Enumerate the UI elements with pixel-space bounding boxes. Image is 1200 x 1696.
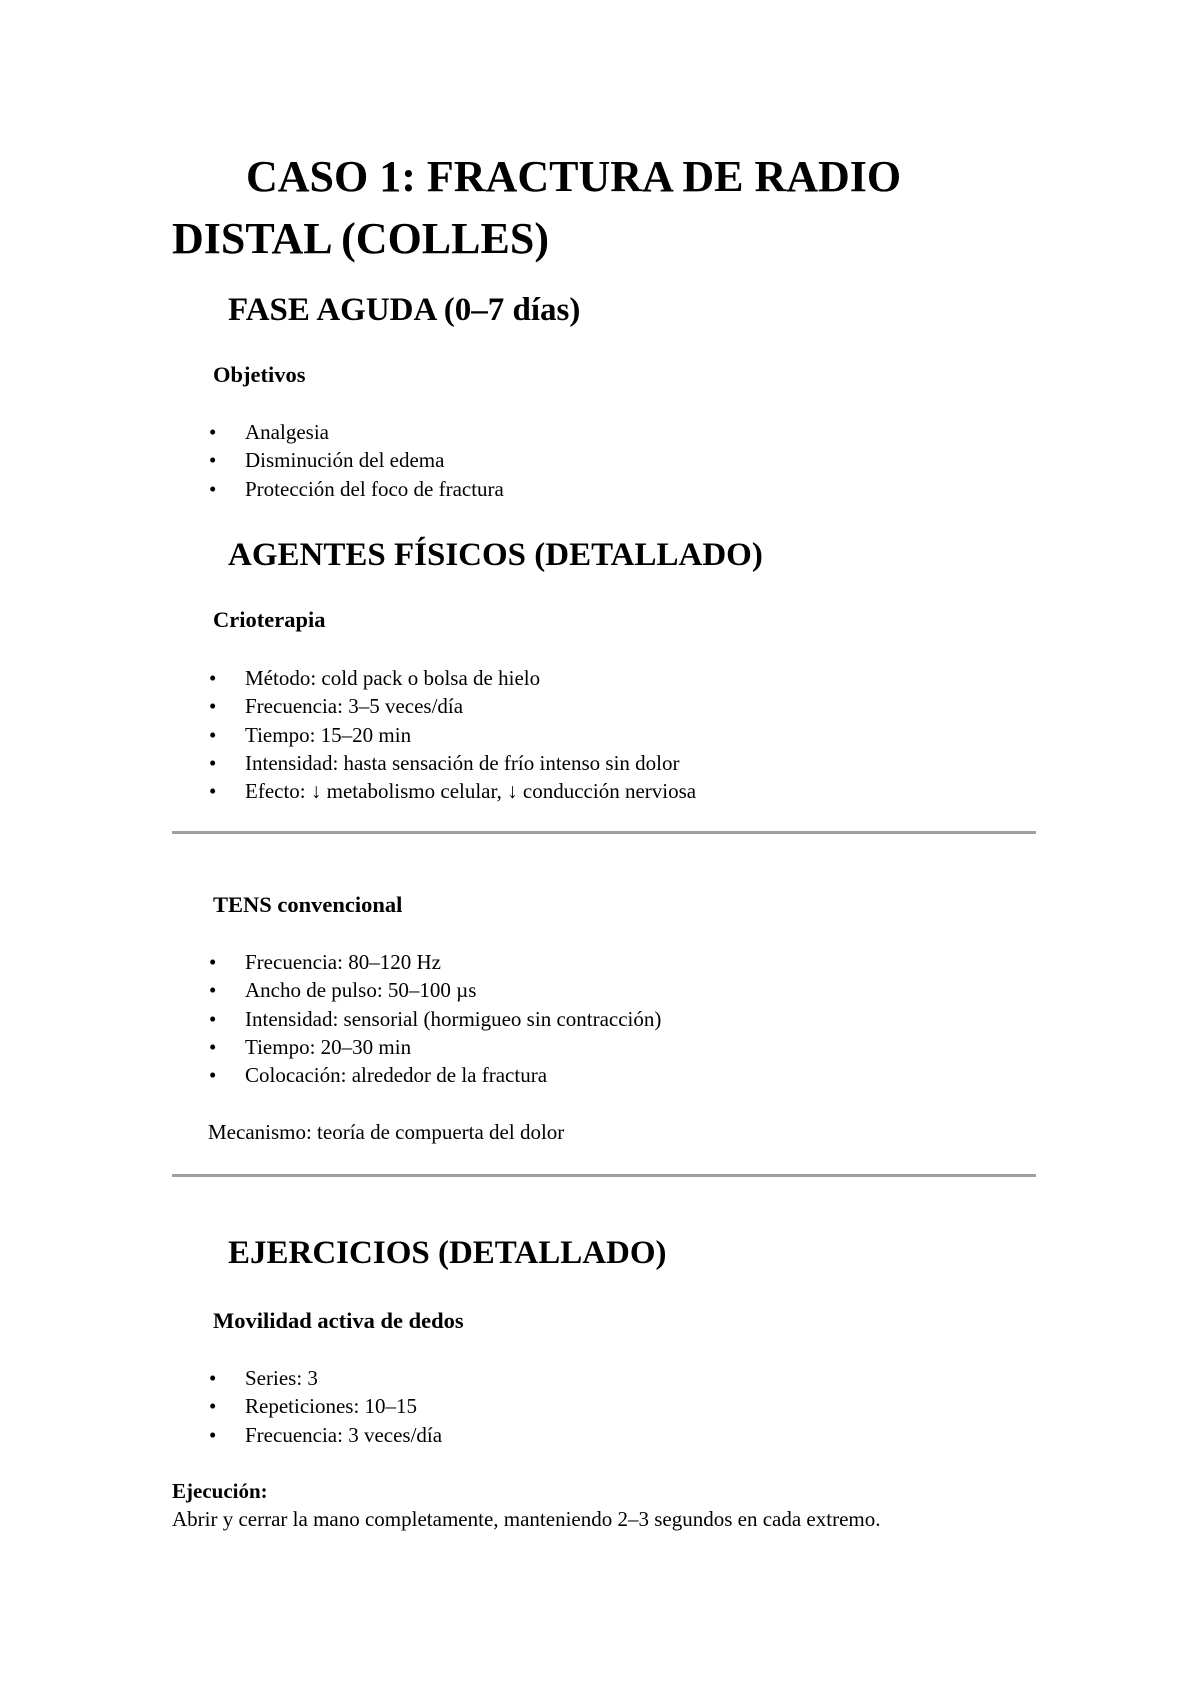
list-item: • Repeticiones: 10–15 xyxy=(206,1392,442,1420)
document-title: CASO 1: FRACTURA DE RADIO DISTAL (COLLES) xyxy=(172,152,902,263)
objetivos-list xyxy=(206,418,504,503)
heading-ejercicios: EJERCICIOS (DETALLADO) xyxy=(228,1235,667,1271)
list-item: • Ancho de pulso: 50–100 µs xyxy=(206,976,661,1004)
crioterapia-list xyxy=(206,664,696,805)
list-item: • Frecuencia: 80–120 Hz xyxy=(206,948,661,976)
heading-tens: TENS convencional xyxy=(213,892,403,917)
list-item: • Intensidad: sensorial (hormigueo sin contracción) xyxy=(206,1005,661,1033)
list-item: • Tiempo: 20–30 min xyxy=(206,1033,661,1061)
heading-crioterapia: Crioterapia xyxy=(213,607,326,632)
list-item: • Método: cold pack o bolsa de hielo xyxy=(206,664,696,692)
heading-movilidad: Movilidad activa de dedos xyxy=(213,1308,464,1333)
ejecucion-label: Ejecución: xyxy=(172,1479,268,1503)
list-item: • Intensidad: hasta sensación de frío intenso sin dolor xyxy=(206,749,696,777)
ejecucion-text: Abrir y cerrar la mano completamente, manteniendo 2–3 segundos en cada extremo. xyxy=(172,1507,881,1531)
list-item: • Tiempo: 15–20 min xyxy=(206,721,696,749)
heading-agentes-fisicos: AGENTES FÍSICOS (DETALLADO) xyxy=(228,537,763,573)
list-item: • Disminución del edema xyxy=(206,446,504,474)
heading-objetivos: Objetivos xyxy=(213,362,306,387)
tens-mecanismo: Mecanismo: teoría de compuerta del dolor xyxy=(208,1120,565,1144)
horizontal-rule xyxy=(172,1174,1036,1177)
list-item: • Frecuencia: 3–5 veces/día xyxy=(206,692,696,720)
list-item: • Efecto: ↓ metabolismo celular, ↓ conducción nerviosa xyxy=(206,777,696,805)
tens-list xyxy=(206,948,661,1089)
list-item: • Analgesia xyxy=(206,418,504,446)
horizontal-rule xyxy=(172,831,1036,834)
list-item: • Colocación: alrededor de la fractura xyxy=(206,1061,661,1089)
list-item: • Frecuencia: 3 veces/día xyxy=(206,1421,442,1449)
list-item: • Series: 3 xyxy=(206,1364,442,1392)
movilidad-list xyxy=(206,1364,442,1449)
heading-fase-aguda: FASE AGUDA (0–7 días) xyxy=(228,292,581,328)
list-item: • Protección del foco de fractura xyxy=(206,475,504,503)
